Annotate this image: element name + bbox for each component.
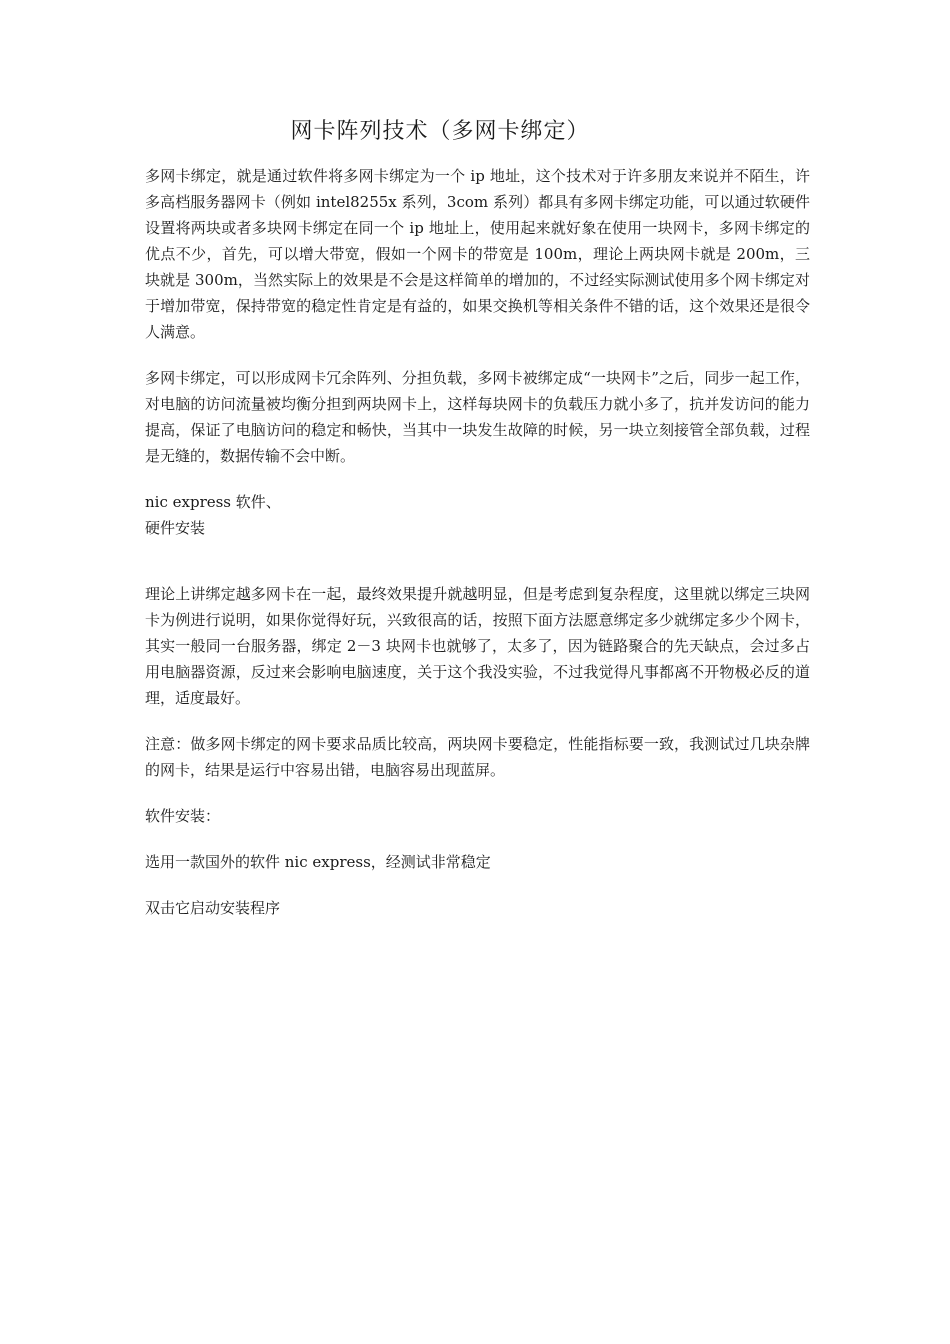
spacer (145, 541, 810, 561)
paragraph-hardware-line: 硬件安装 (145, 519, 206, 537)
paragraph-software-install: 软件安装： (145, 807, 221, 825)
spacer (145, 561, 810, 581)
paragraph-software-line: nic express 软件、 (145, 493, 281, 511)
document-title: 网卡阵列技术（多网卡绑定） (290, 119, 590, 144)
paragraph-choose-software: 选用一款国外的软件 nic express，经测试非常稳定 (145, 853, 491, 871)
paragraph-theory: 理论上讲绑定越多网卡在一起，最终效果提升就越明显，但是考虑到复杂程度，这里就以绑定三块网卡为例进行说明，如果你觉得好玩，兴致很高的话，按照下面方法愿意绑定多少就绑定多少个网卡，其实一般同一台服务器，绑定 2－3 块网卡也就够了，太多了，因为链路聚合的先天缺点，会过多占用电脑器资源，反过来会影响电脑速度，关于这个我没实验，不过我觉得凡事都离不开物极必反的道理，适度最好。 (145, 585, 810, 707)
paragraph-note: 注意：做多网卡绑定的网卡要求品质比较高，两块网卡要稳定，性能指标要一致，我测试过几块杂牌的网卡，结果是运行中容易出错，电脑容易出现蓝屏。 (145, 735, 810, 779)
document-body (145, 163, 810, 941)
paragraph-redundancy: 多网卡绑定，可以形成网卡冗余阵列、分担负载，多网卡被绑定成“一块网卡”之后，同步一起工作，对电脑的访问流量被均衡分担到两块网卡上，这样每块网卡的负载压力就小多了，抗并发访问的能力提高，保证了电脑访问的稳定和畅快，当其中一块发生故障的时候，另一块立刻接管全部负载，过程是无缝的，数据传输不会中断。 (145, 369, 810, 465)
paragraph-double-click: 双击它启动安装程序 (145, 899, 281, 917)
paragraph-intro: 多网卡绑定，就是通过软件将多网卡绑定为一个 ip 地址，这个技术对于许多朋友来说并不陌生，许多高档服务器网卡（例如 intel8255x 系列，3com 系列）都具有多网卡绑定功能，可以通过软硬件设置将两块或者多块网卡绑定在同一个 ip 地址上，使用起来就好象在使用一块网卡，多网卡绑定的优点不少，首先，可以增大带宽，假如一个网卡的带宽是 100m，理论上两块网卡就是 200m，三块就是 300m，当然实际上的效果是不会是这样简单的增加的，不过经实际测试使用多个网卡绑定对于增加带宽，保持带宽的稳定性肯定是有益的，如果交换机等相关条件不错的话，这个效果还是很令人满意。 (145, 167, 810, 341)
